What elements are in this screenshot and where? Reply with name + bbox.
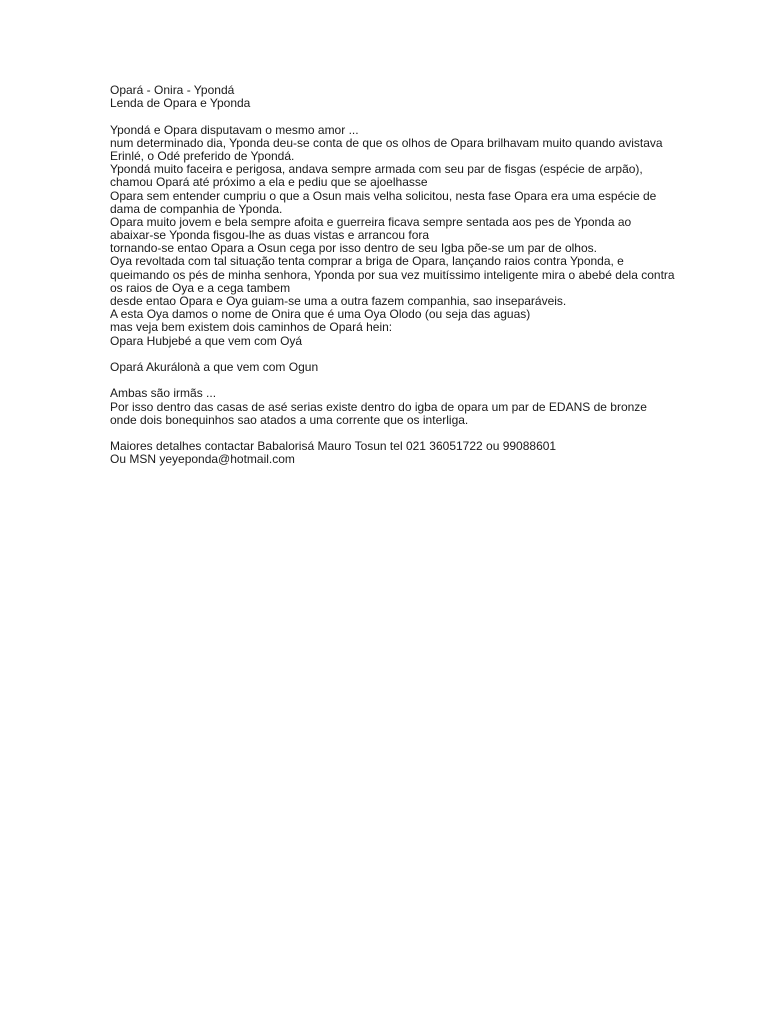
text-line: desde entao Opara e Oya guiam-se uma a outra fazem companhia, sao inseparáveis. <box>110 294 567 308</box>
document-title: Opará - Onira - Ypondá <box>110 83 235 97</box>
document-page <box>110 84 750 466</box>
document-subtitle: Lenda de Opara e Yponda <box>110 96 251 111</box>
document-header <box>110 84 750 110</box>
contact-line: Ou MSN yeyeponda@hotmail.com <box>110 452 295 467</box>
text-line: dama de companhia de Yponda. <box>110 201 283 216</box>
text-line: Opara Hubjebé a que vem com Oyá <box>110 333 303 348</box>
text-line: Oya revoltada com tal situação tenta comprar a briga de Opara, lançando raios contra Yponda, e <box>110 254 624 269</box>
text-line: queimando os pés de minha senhora, Yponda por sua vez muitíssimo inteligente mira o abebé dela contra <box>110 267 675 282</box>
text-line: num determinado dia, Yponda deu-se conta de que os olhos de Opara brilhavam muito quando avistava <box>110 135 663 150</box>
text-line: Ypondá muito faceira e perigosa, andava sempre armada com seu par de fisgas (espécie de arpão), <box>110 162 643 177</box>
story-paragraph <box>110 124 750 348</box>
paragraph-spacer <box>110 348 750 361</box>
text-line: Opará Akurálonà a que vem com Ogun <box>110 359 319 374</box>
caminho-paragraph <box>110 361 750 374</box>
text-line: Ambas são irmãs ... <box>110 386 217 401</box>
contact-line: Maiores detalhes contactar Babalorisá Mauro Tosun tel 021 36051722 ou 99088601 <box>110 439 557 454</box>
irmas-paragraph <box>110 387 750 427</box>
text-line: onde dois bonequinhos sao atados a uma corrente que os interliga. <box>110 412 469 427</box>
contact-paragraph <box>110 440 750 466</box>
paragraph-spacer <box>110 110 750 123</box>
text-line: mas veja bem existem dois caminhos de Opará hein: <box>110 320 393 335</box>
text-line: tornando-se entao Opara a Osun cega por isso dentro de seu Igba põe-se um par de olhos. <box>110 241 597 256</box>
text-line: os raios de Oya e a cega tambem <box>110 280 291 295</box>
text-line: Opara muito jovem e bela sempre afoita e guerreira ficava sempre sentada aos pes de Yponda ao <box>110 214 632 229</box>
text-line: Opara sem entender cumpriu o que a Osun mais velha solicitou, nesta fase Opara era uma espécie de <box>110 188 657 203</box>
text-line: Ypondá e Opara disputavam o mesmo amor ... <box>110 122 359 137</box>
text-line: chamou Opará até próximo a ela e pediu que se ajoelhasse <box>110 175 428 190</box>
text-line: Por isso dentro das casas de asé serias existe dentro do igba de opara um par de EDANS de bronze <box>110 399 647 414</box>
text-line: A esta Oya damos o nome de Onira que é uma Oya Olodo (ou seja das aguas) <box>110 307 531 322</box>
text-line: Erinlé, o Odé preferido de Ypondá. <box>110 148 295 163</box>
text-line: abaixar-se Yponda fisgou-lhe as duas vistas e arrancou fora <box>110 228 430 243</box>
